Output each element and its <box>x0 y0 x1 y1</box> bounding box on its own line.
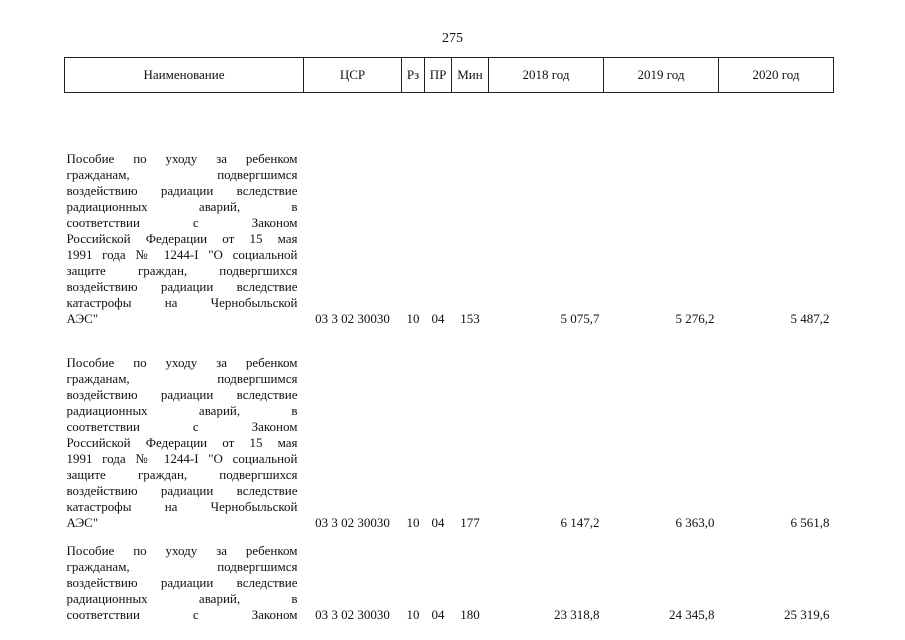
row-name-line: гражданам, подвергшимся <box>66 167 298 182</box>
row-value-2018: 23 318,8 <box>554 607 600 622</box>
row-name-line: гражданам, подвергшимся <box>66 371 298 386</box>
row-value-2018: 5 075,7 <box>560 311 600 326</box>
row-name-line: Российской Федерации от 15 мая <box>66 231 298 246</box>
row-name-line: радиационных аварий, в <box>66 591 298 606</box>
row-name-line: защите граждан, подвергшихся <box>66 263 298 278</box>
row-name-line: гражданам, подвергшимся <box>66 559 298 574</box>
table-row <box>65 93 834 328</box>
page-number: 275 <box>442 31 463 46</box>
row-name-line: воздействию радиации вследствие <box>66 183 298 198</box>
row-value-2019: 6 363,0 <box>675 515 715 530</box>
table-header-row <box>65 58 834 93</box>
row-value-2019: 5 276,2 <box>675 311 715 326</box>
row-csr: 03 3 02 30030 <box>315 311 390 326</box>
row-name-line: 1991 года № 1244-I "О социальной <box>66 451 298 466</box>
row-value-2019: 24 345,8 <box>669 607 715 622</box>
row-min: 180 <box>460 607 480 622</box>
row-csr: 03 3 02 30030 <box>315 515 390 530</box>
row-name <box>65 327 304 531</box>
row-value-2020: 5 487,2 <box>790 311 830 326</box>
header-min: Мин <box>452 58 489 93</box>
row-name-line: Пособие по уходу за ребенком <box>66 543 298 558</box>
table-row <box>65 531 834 623</box>
header-2019: 2019 год <box>604 58 719 93</box>
budget-table <box>64 57 834 623</box>
row-name-line: катастрофы на Чернобыльской <box>66 295 298 310</box>
row-value-2020: 6 561,8 <box>790 515 830 530</box>
row-rz: 10 <box>406 515 420 530</box>
row-csr: 03 3 02 30030 <box>315 607 390 622</box>
table-row <box>65 327 834 531</box>
row-pr: 04 <box>431 515 445 530</box>
row-min: 177 <box>460 515 480 530</box>
row-name-line: воздействию радиации вследствие <box>66 575 298 590</box>
row-min: 153 <box>460 311 480 326</box>
row-name-line: АЭС" <box>66 311 99 326</box>
header-name: Наименование <box>65 58 304 93</box>
header-rz: Рз <box>402 58 425 93</box>
row-pr: 04 <box>431 311 445 326</box>
row-name-line: соответствии с Законом <box>66 215 298 230</box>
row-pr: 04 <box>431 607 445 622</box>
row-value-2018: 6 147,2 <box>560 515 600 530</box>
row-name-line: Российской Федерации от 15 мая <box>66 435 298 450</box>
row-rz: 10 <box>406 607 420 622</box>
row-name <box>65 93 304 328</box>
row-name-line: катастрофы на Чернобыльской <box>66 499 298 514</box>
row-name <box>65 531 304 623</box>
row-name-line: воздействию радиации вследствие <box>66 279 298 294</box>
header-2020: 2020 год <box>719 58 834 93</box>
row-name-line: 1991 года № 1244-I "О социальной <box>66 247 298 262</box>
row-name-line: АЭС" <box>66 515 99 530</box>
row-name-line: защите граждан, подвергшихся <box>66 467 298 482</box>
header-csr: ЦСР <box>304 58 402 93</box>
row-name-line: Пособие по уходу за ребенком <box>66 355 298 370</box>
row-name-line: соответствии с Законом <box>66 419 298 434</box>
row-name-line: воздействию радиации вследствие <box>66 387 298 402</box>
row-name-line: Пособие по уходу за ребенком <box>66 151 298 166</box>
row-rz: 10 <box>406 311 420 326</box>
row-name-line: радиационных аварий, в <box>66 403 298 418</box>
row-name-line: радиационных аварий, в <box>66 199 298 214</box>
header-pr: ПР <box>425 58 452 93</box>
row-name-line: соответствии с Законом <box>66 607 298 622</box>
header-2018: 2018 год <box>489 58 604 93</box>
row-value-2020: 25 319,6 <box>784 607 830 622</box>
row-name-line: воздействию радиации вследствие <box>66 483 298 498</box>
